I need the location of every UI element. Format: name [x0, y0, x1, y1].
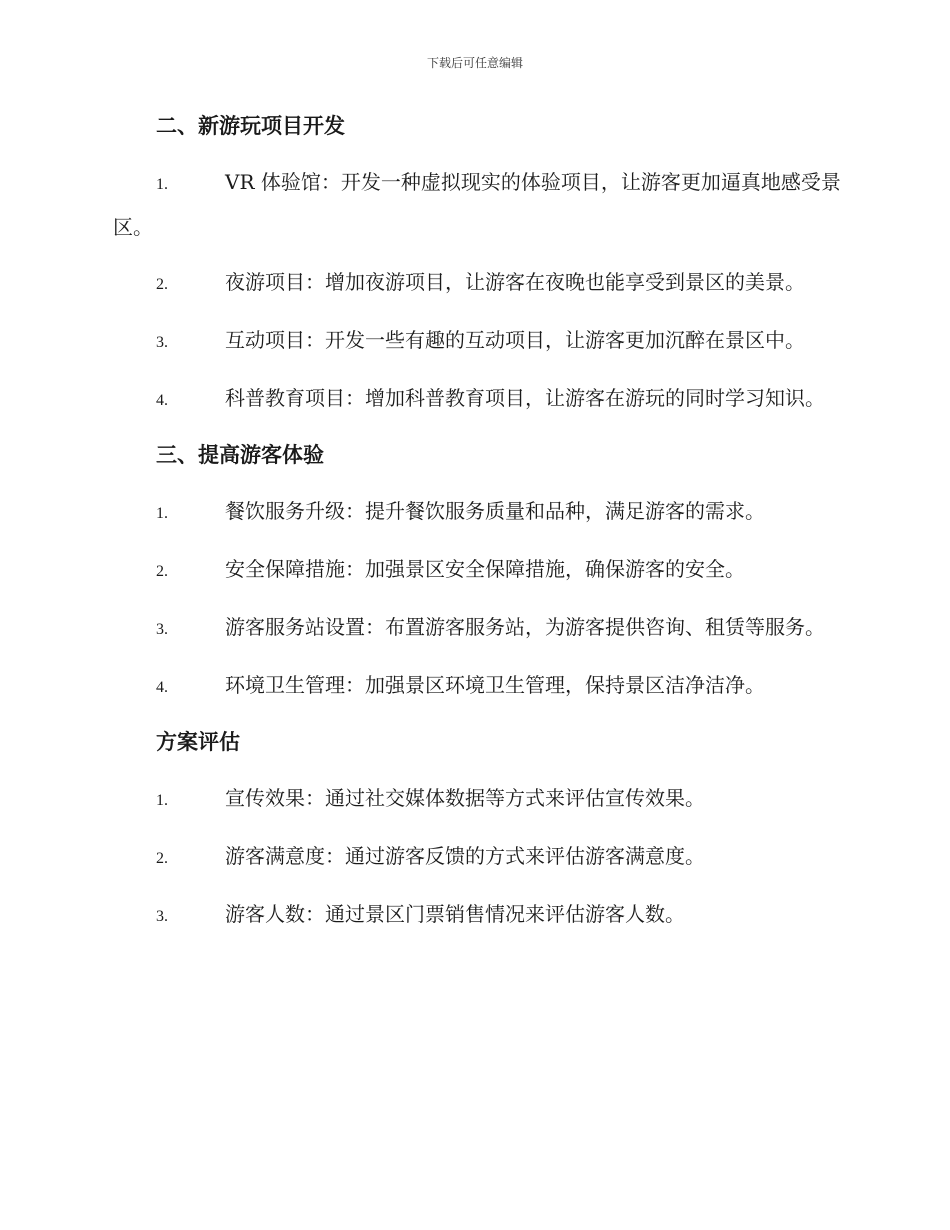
- list-item: [113, 377, 843, 422]
- list-item: [113, 161, 843, 248]
- list-text: 科普教育项目：增加科普教育项目，让游客在游玩的同时学习知识。: [225, 386, 825, 410]
- list-text: 宣传效果：通过社交媒体数据等方式来评估宣传效果。: [225, 786, 705, 810]
- list-item: [113, 261, 843, 306]
- list-item: [113, 548, 843, 593]
- list-item: [113, 606, 843, 651]
- list-text: 游客人数：通过景区门票销售情况来评估游客人数。: [225, 902, 685, 926]
- list-text: 环境卫生管理：加强景区环境卫生管理，保持景区洁净洁净。: [225, 673, 765, 697]
- list-text: 夜游项目：增加夜游项目，让游客在夜晚也能享受到景区的美景。: [225, 270, 805, 294]
- list-number: 1.: [156, 792, 168, 809]
- section-heading: 三、提高游客体验: [156, 442, 324, 467]
- list-text: 餐饮服务升级：提升餐饮服务质量和品种，满足游客的需求。: [225, 499, 765, 523]
- section-heading: 二、新游玩项目开发: [156, 113, 345, 138]
- list-number: 1.: [156, 505, 168, 522]
- list-number: 2.: [156, 563, 168, 580]
- list-item: [113, 893, 843, 938]
- page-header: 下载后可任意编辑: [426, 56, 523, 70]
- list-number: 1.: [156, 176, 168, 193]
- list-number: 2.: [156, 850, 168, 867]
- list-item: [113, 319, 843, 364]
- list-number: 3.: [156, 334, 168, 351]
- list-number: 4.: [156, 679, 168, 696]
- list-number: 3.: [156, 621, 168, 638]
- list-text: VR 体验馆：开发一种虚拟现实的体验项目，让游客更加逼真地感受景区。: [113, 170, 841, 239]
- list-item: [113, 777, 843, 822]
- list-number: 3.: [156, 908, 168, 925]
- list-text: 安全保障措施：加强景区安全保障措施，确保游客的安全。: [225, 557, 745, 581]
- document-body: [113, 106, 843, 951]
- list-number: 2.: [156, 276, 168, 293]
- list-item: [113, 490, 843, 535]
- list-item: [113, 664, 843, 709]
- list-item: [113, 835, 843, 880]
- list-number: 4.: [156, 392, 168, 409]
- section-heading: 方案评估: [156, 729, 240, 754]
- list-text: 互动项目：开发一些有趣的互动项目，让游客更加沉醉在景区中。: [225, 328, 805, 352]
- list-text: 游客满意度：通过游客反馈的方式来评估游客满意度。: [225, 844, 705, 868]
- list-text: 游客服务站设置：布置游客服务站，为游客提供咨询、租赁等服务。: [225, 615, 825, 639]
